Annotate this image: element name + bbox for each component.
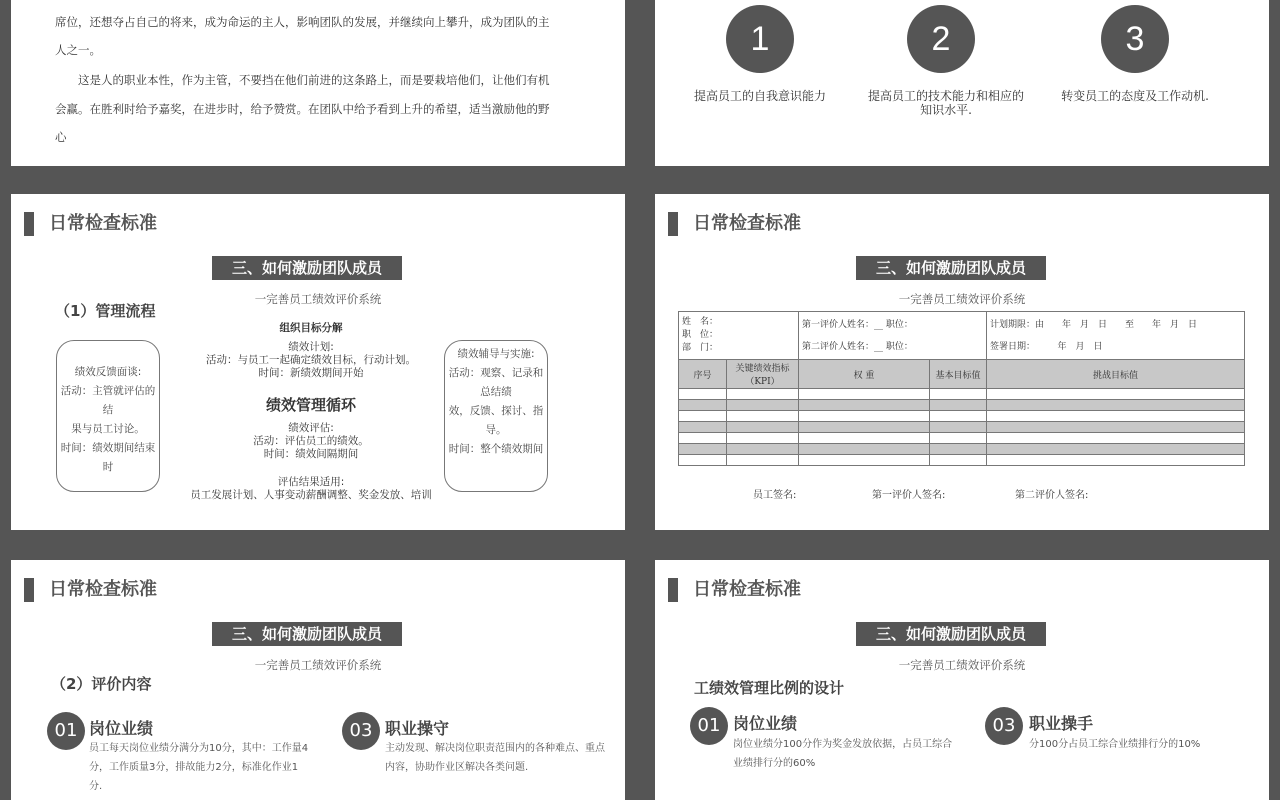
column-header: 序号 <box>679 360 727 389</box>
header-bar <box>24 212 34 236</box>
info-line: 第一评价人姓名：__ 职位： <box>802 319 913 330</box>
eval-line: 活动：评估员工的绩效。 <box>253 435 369 447</box>
info-line: 职 位： <box>682 330 719 340</box>
header-bar <box>668 578 678 602</box>
header-title: 日常检查标准 <box>693 213 801 234</box>
box-line: 效，反馈、探讨、指 <box>448 405 544 417</box>
header-bar <box>24 578 34 602</box>
item-number: 03 <box>342 712 380 750</box>
paragraph-line: 席位，还想夺占自己的将来，成为命运的主人，影响团队的发展，并继续向上攀升，成为团队的主 <box>55 15 550 29</box>
section-banner: 三、如何激励团队成员 <box>212 256 402 280</box>
column-header: 关键绩效指标（KPI） <box>727 360 799 389</box>
item-description: 分100分占员工综合业绩排行分的10% <box>1029 739 1201 750</box>
paragraph-line: 这是人的职业本性，作为主管，不要挡在他们前进的这条路上，而是要栽培他们，让他们有机 <box>55 73 550 87</box>
second-reviewer-signature: 第二评价人签名: <box>1015 490 1089 501</box>
section-title: 工绩效管理比例的设计 <box>694 679 845 697</box>
section-title: （2）评价内容 <box>51 675 152 693</box>
table-row <box>679 433 1245 444</box>
info-line: 计划期限：由 年 月 日 至 年 月 日 <box>990 319 1198 330</box>
table-row <box>679 389 1245 400</box>
item-description: 员工每天岗位业绩分满分为10分，其中：工作量4分，工作质量3分，排故能力2分，标准化作业1分. <box>89 743 309 792</box>
box-line: 时间：绩效期间结束 <box>60 442 156 454</box>
table-row <box>679 422 1245 433</box>
slide-management-process <box>11 194 625 530</box>
number-circle: 1 <box>726 5 794 73</box>
paragraph-line: 人之一。 <box>55 43 101 57</box>
info-line: 姓 名： <box>682 317 719 327</box>
slide-training-goals <box>655 0 1269 166</box>
header-bar <box>668 212 678 236</box>
box-line: 活动：主管就评估的结 <box>60 385 156 416</box>
info-line: 部 门： <box>682 343 719 353</box>
column-header: 权 重 <box>799 360 930 389</box>
info-line: 第二评价人姓名：__ 职位： <box>802 341 913 352</box>
plan-line: 绩效计划: <box>288 341 334 353</box>
number-circle: 2 <box>907 5 975 73</box>
item-title: 岗位业绩 <box>89 719 154 738</box>
info-line: 签署日期： 年 月 日 <box>990 341 1103 352</box>
section-banner: 三、如何激励团队成员 <box>856 622 1046 646</box>
org-goal-title: 组织目标分解 <box>279 322 343 334</box>
employee-signature: 员工签名: <box>753 490 797 501</box>
box-line: 总结绩 <box>480 386 512 398</box>
item-description: 岗位业绩分100分作为奖金发放依据，占员工综合业绩排行分的60% <box>733 739 953 769</box>
paragraph-line: 心 <box>55 130 67 144</box>
item-number: 03 <box>985 707 1023 745</box>
number-circle: 3 <box>1101 5 1169 73</box>
column-header: 挑战目标值 <box>987 360 1245 389</box>
item-title: 岗位业绩 <box>733 714 798 733</box>
box-line: 时间：整个绩效期间 <box>448 443 544 455</box>
slide-evaluation-form <box>655 194 1269 530</box>
slide-evaluation-content <box>11 560 625 800</box>
slide-intro-text <box>11 0 625 166</box>
section-banner: 三、如何激励团队成员 <box>212 622 402 646</box>
employee-info-cell <box>679 312 799 360</box>
column-header: 基本目标值 <box>930 360 987 389</box>
eval-line: 绩效评估: <box>288 422 334 434</box>
item-title: 职业操守 <box>385 719 450 738</box>
subtitle: 一完善员工绩效评价系统 <box>254 292 382 306</box>
section-banner: 三、如何激励团队成员 <box>856 256 1046 280</box>
item-number: 01 <box>47 712 85 750</box>
box-line: 时 <box>102 461 114 473</box>
box-line: 导。 <box>485 424 507 436</box>
result-block <box>161 476 461 502</box>
eval-line: 时间：绩效间隔期间 <box>263 448 359 460</box>
box-line: 活动：观察、记录和 <box>448 367 544 379</box>
section-title: （1）管理流程 <box>55 302 156 320</box>
header-title: 日常检查标准 <box>49 579 157 600</box>
item-title: 职业操手 <box>1029 714 1094 733</box>
subtitle: 一完善员工绩效评价系统 <box>254 658 382 672</box>
table-header-row <box>679 360 1245 389</box>
period-info-cell <box>987 312 1245 360</box>
feedback-box <box>56 340 160 492</box>
plan-block <box>161 341 461 380</box>
slide-ratio-design <box>655 560 1269 800</box>
box-line: 绩效辅导与实施: <box>457 348 535 360</box>
first-reviewer-signature: 第一评价人签名: <box>872 490 946 501</box>
table-row <box>679 444 1245 455</box>
evaluation-table <box>678 311 1245 466</box>
result-line: 员工发展计划、人事变动薪酬调整、奖金发放、培训 <box>190 489 432 501</box>
box-line: 绩效反馈面谈: <box>74 366 142 378</box>
item-description: 主动发现、解决岗位职责范围内的各种难点、重点内容，协助作业区解决各类问题. <box>385 743 605 773</box>
box-line: 果与员工讨论。 <box>71 423 145 435</box>
plan-line: 时间：新绩效期间开始 <box>258 367 364 379</box>
goal-label: 转变员工的态度及工作动机. <box>1061 89 1209 103</box>
eval-block <box>161 422 461 461</box>
goal-label: 提高员工的自我意识能力 <box>693 89 826 103</box>
goal-label: 提高员工的技术能力和相应的知识水平. <box>867 89 1024 117</box>
subtitle: 一完善员工绩效评价系统 <box>898 658 1026 672</box>
table-row <box>679 455 1245 466</box>
reviewer-info-cell <box>799 312 987 360</box>
paragraph-line: 会赢。在胜利时给予嘉奖，在进步时，给予赞赏。在团队中给予看到上升的希望，适当激励他的野 <box>55 102 550 116</box>
table-info-row <box>679 312 1245 360</box>
table-row <box>679 411 1245 422</box>
result-line: 评估结果适用: <box>277 476 345 488</box>
table-row <box>679 400 1245 411</box>
cycle-title: 绩效管理循环 <box>265 396 356 414</box>
item-number: 01 <box>690 707 728 745</box>
header-title: 日常检查标准 <box>693 579 801 600</box>
subtitle: 一完善员工绩效评价系统 <box>898 292 1026 306</box>
header-title: 日常检查标准 <box>49 213 157 234</box>
plan-line: 活动：与员工一起确定绩效目标，行动计划。 <box>206 354 416 366</box>
